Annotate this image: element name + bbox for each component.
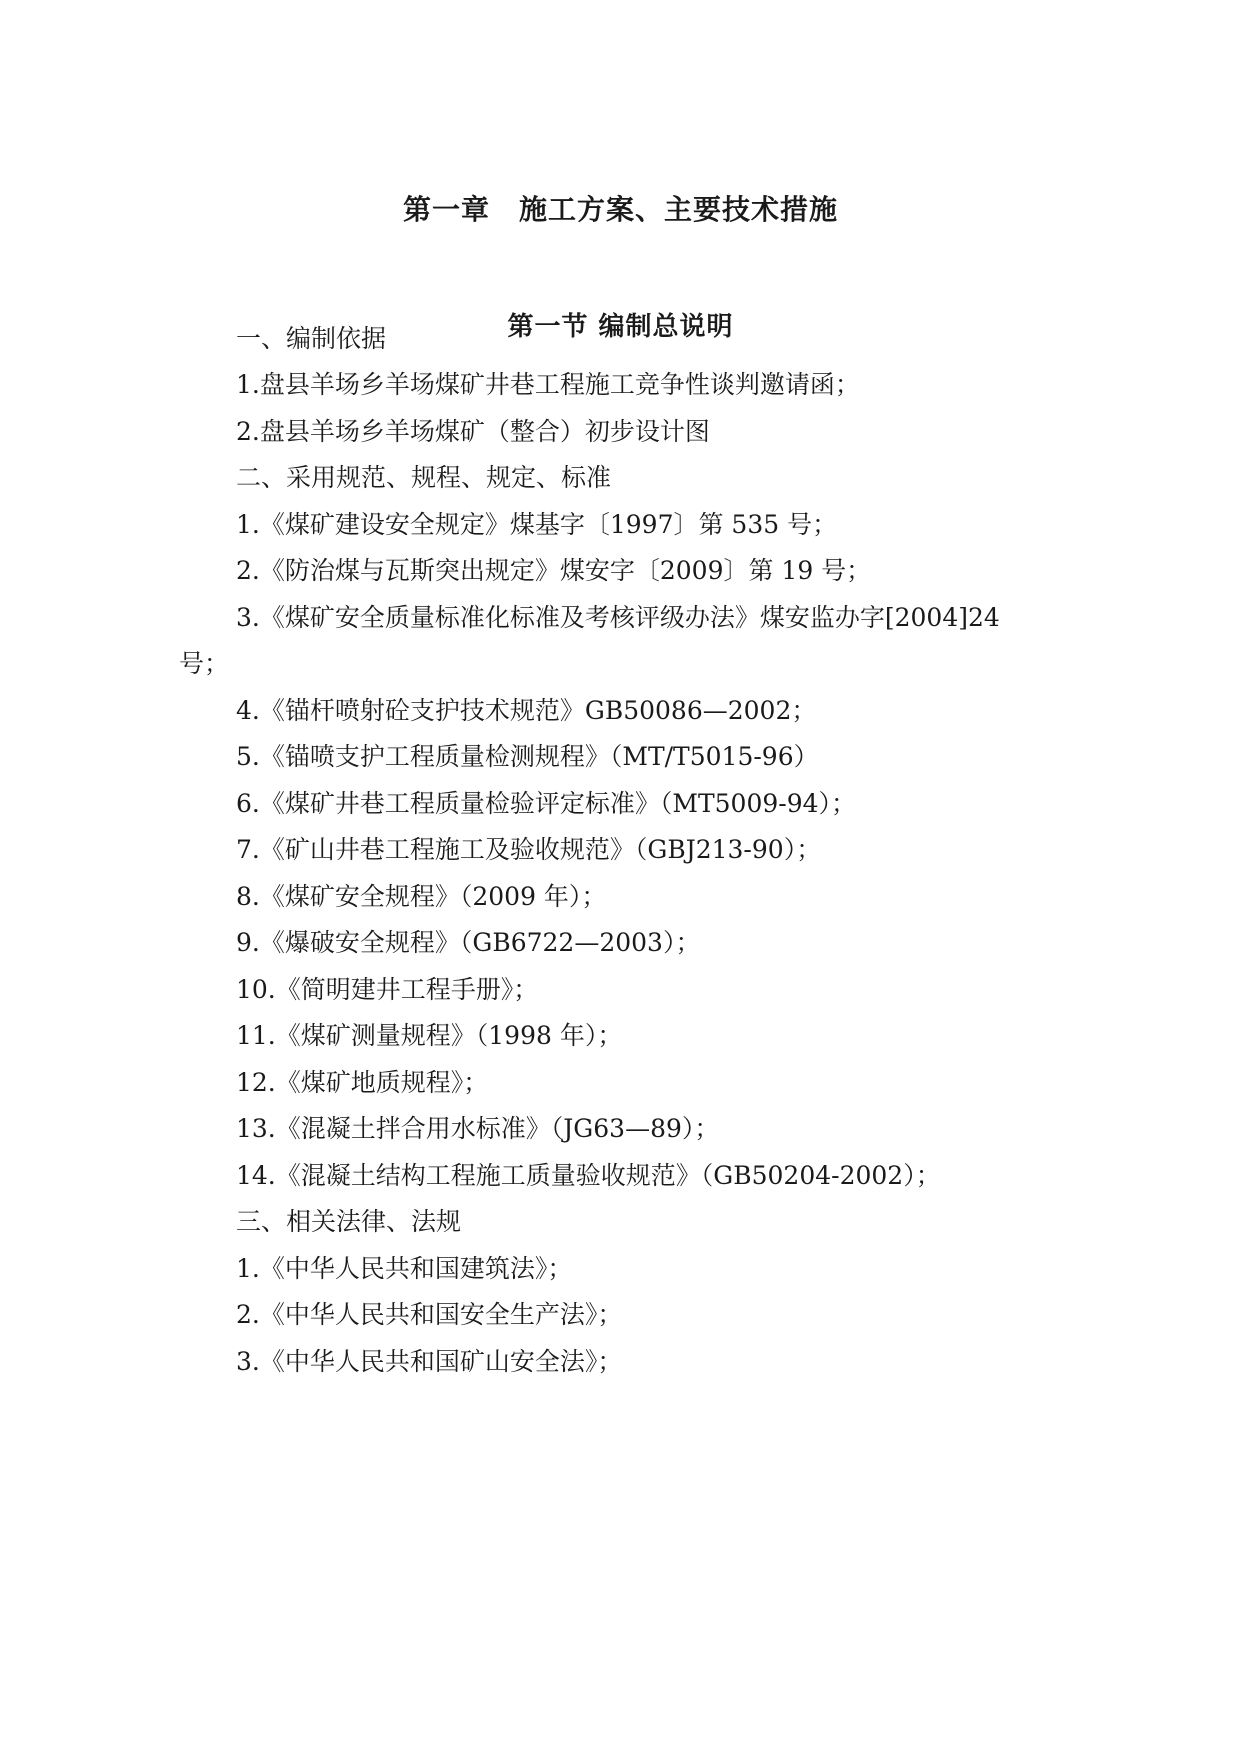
list-item: 10.《简明建井工程手册》；	[236, 975, 539, 1004]
list-item: 2.盘县羊场乡羊场煤矿（整合）初步设计图	[236, 417, 710, 446]
heading-laws: 三、相关法律、法规	[236, 1207, 462, 1236]
list-item: 2.《防治煤与瓦斯突出规定》煤安字〔2009〕第 19 号；	[236, 556, 872, 585]
list-item: 1.《中华人民共和国建筑法》；	[236, 1254, 573, 1283]
list-item: 9.《爆破安全规程》（GB6722—2003）；	[236, 928, 701, 957]
list-item: 5.《锚喷支护工程质量检测规程》（MT/T5015-96）	[236, 742, 819, 771]
list-item: 1.盘县羊场乡羊场煤矿井巷工程施工竞争性谈判邀请函；	[236, 370, 860, 399]
list-item: 8.《煤矿安全规程》（2009 年）；	[236, 882, 607, 911]
list-item: 3.《中华人民共和国矿山安全法》；	[236, 1347, 623, 1376]
list-item: 14.《混凝土结构工程施工质量验收规范》（GB50204-2002）；	[236, 1161, 941, 1190]
list-item: 7.《矿山井巷工程施工及验收规范》（GBJ213-90）；	[236, 835, 822, 864]
list-item: 11.《煤矿测量规程》（1998 年）；	[236, 1021, 623, 1050]
heading-standards: 二、采用规范、规程、规定、标准	[236, 463, 612, 492]
chapter-title: 第一章 施工方案、主要技术措施	[402, 193, 838, 226]
list-item: 4.《锚杆喷射砼支护技术规范》GB50086—2002；	[236, 696, 817, 725]
heading-basis: 一、编制依据	[236, 324, 387, 353]
list-item: 3.《煤矿安全质量标准化标准及考核评级办法》煤安监办字[2004]24	[236, 603, 1000, 632]
list-item: 6.《煤矿井巷工程质量检验评定标准》（MT5009-94）；	[236, 789, 857, 818]
list-item-continuation: 号；	[179, 649, 230, 678]
list-item: 2.《中华人民共和国安全生产法》；	[236, 1300, 623, 1329]
section-title: 第一节 编制总说明	[507, 312, 734, 342]
list-item: 1.《煤矿建设安全规定》煤基字〔1997〕第 535 号；	[236, 510, 838, 539]
list-item: 13.《混凝土拌合用水标准》（JG63—89）；	[236, 1114, 720, 1143]
list-item: 12.《煤矿地质规程》；	[236, 1068, 489, 1097]
